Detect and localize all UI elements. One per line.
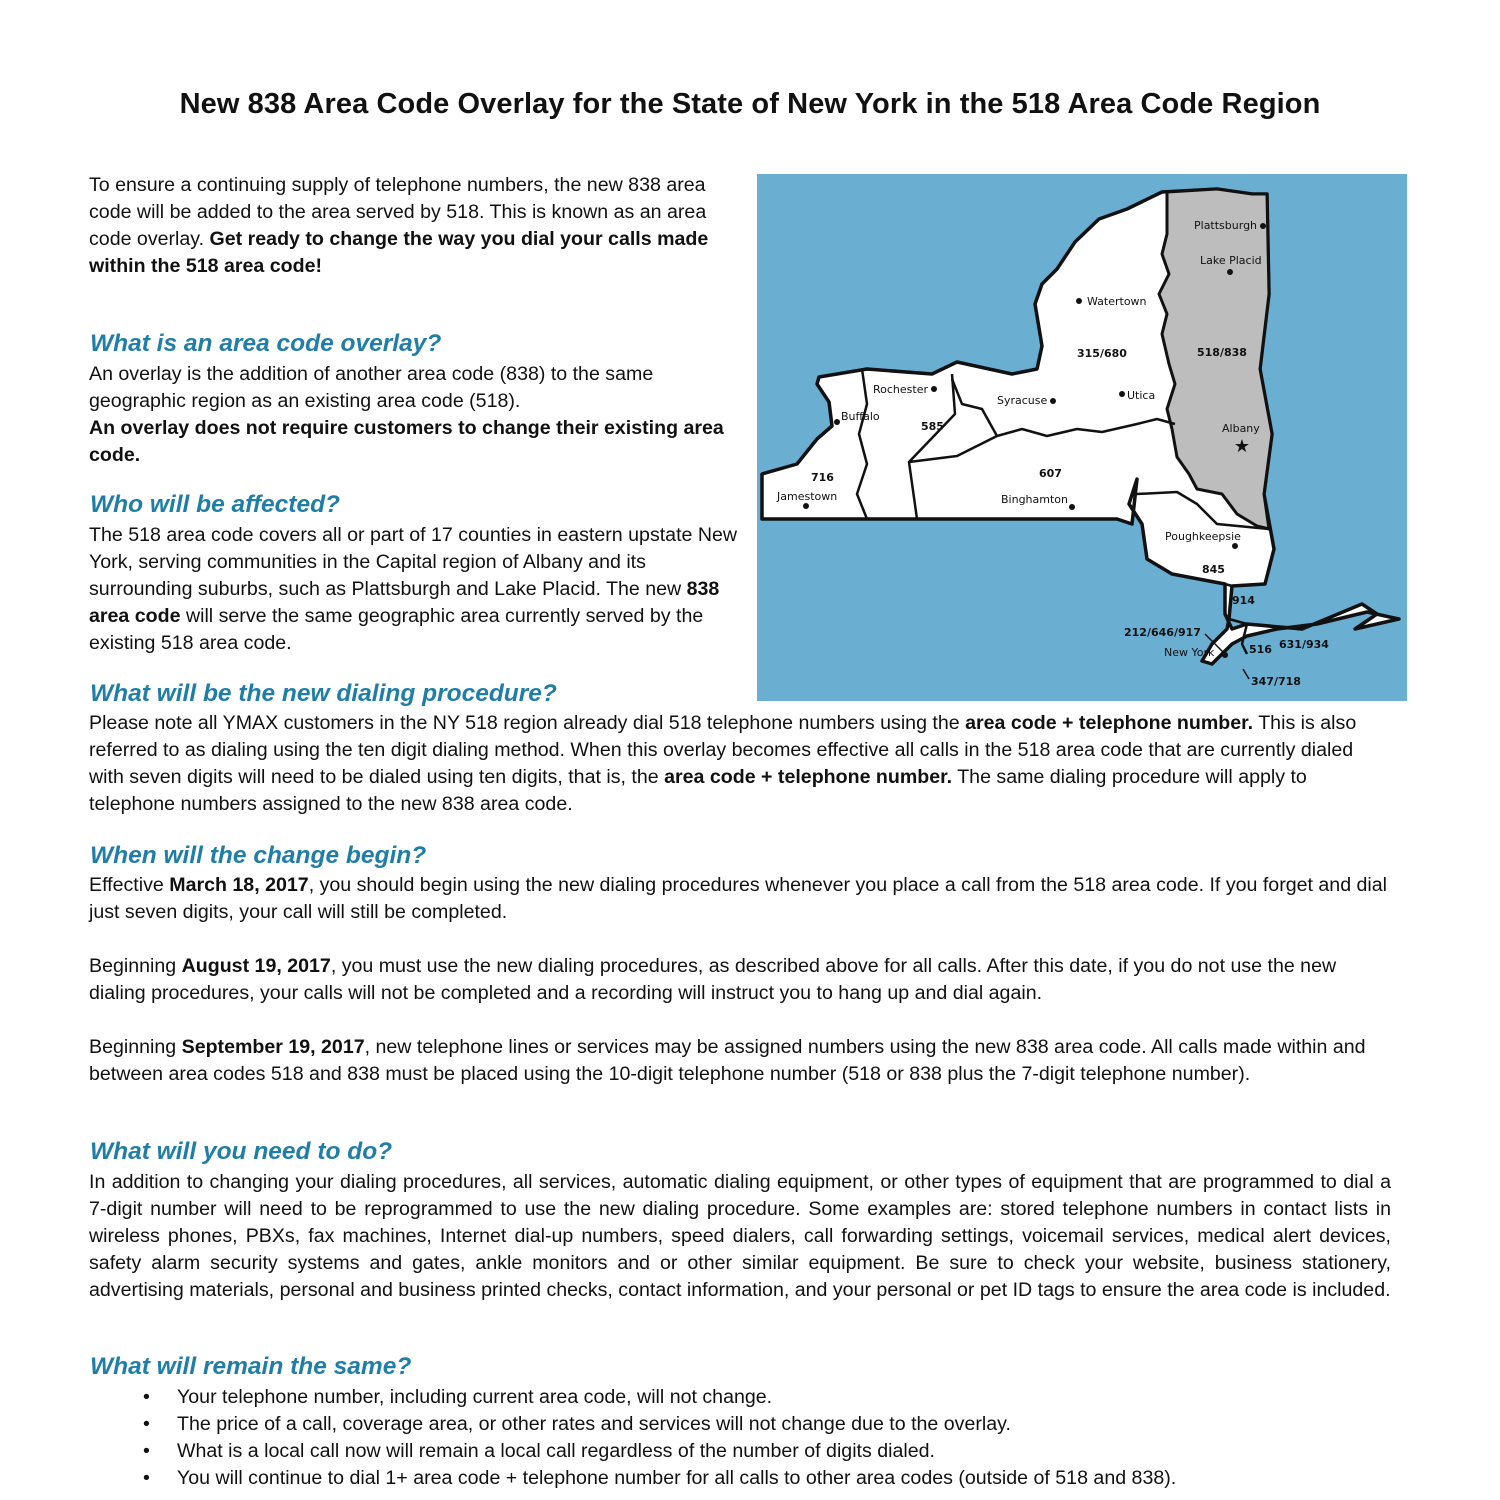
affected-text-a: The 518 area code covers all or part of 17 counties in eastern upstate New York, serving communities in the Capital region of Albany and its surrounding suburbs, such as Plattsburgh and Lake Placid. The new — [89, 524, 738, 600]
dot-syracuse — [1050, 398, 1056, 404]
heading-change: When will the change begin? — [90, 842, 427, 869]
dot-watertown — [1076, 298, 1082, 304]
change-p1-post: , you should begin using the new dialing procedures whenever you place a call from the 518 area code. If you forget and dial just seven digits, your call will still be completed. — [89, 874, 1388, 923]
overlay-text: An overlay is the addition of another area code (838) to the same geographic region as an existing area code (518). — [89, 363, 654, 412]
intro-bold-text: Get ready to change the way you dial your calls made within the 518 area code! — [89, 228, 709, 277]
dot-plattsburgh — [1260, 223, 1266, 229]
code-631: 631/934 — [1279, 638, 1329, 651]
dot-buffalo — [834, 419, 840, 425]
label-binghamton: Binghamton — [1001, 493, 1068, 506]
dot-poughkeepsie — [1232, 543, 1238, 549]
bullet-dot: • — [143, 1413, 150, 1435]
intro-paragraph — [89, 172, 749, 280]
list-item-text: You will continue to dial 1+ area code + telephone number for all calls to other area codes (outside of 518 and 838). — [177, 1467, 1177, 1489]
label-poughkeepsie: Poughkeepsie — [1165, 530, 1241, 543]
dot-lake-placid — [1227, 269, 1233, 275]
area-code-map — [757, 174, 1407, 701]
label-lake-placid: Lake Placid — [1200, 254, 1262, 267]
code-716: 716 — [811, 471, 834, 484]
change-paragraph-3 — [89, 1034, 1391, 1088]
affected-paragraph — [89, 522, 749, 657]
overlay-bold-text: An overlay does not require customers to change their existing area code. — [89, 417, 724, 466]
dot-utica — [1119, 391, 1125, 397]
label-jamestown: Jamestown — [777, 490, 838, 503]
heading-procedure: What will be the new dialing procedure? — [90, 680, 557, 707]
label-new-york: New York — [1164, 646, 1215, 659]
code-315: 315/680 — [1077, 347, 1127, 360]
label-watertown: Watertown — [1087, 295, 1147, 308]
code-212: 212/646/917 — [1124, 626, 1201, 639]
list-item — [89, 1438, 1409, 1465]
procedure-paragraph — [89, 710, 1391, 818]
dot-binghamton — [1069, 504, 1075, 510]
dot-rochester — [931, 386, 937, 392]
bullet-dot: • — [143, 1386, 150, 1408]
heading-overlay: What is an area code overlay? — [90, 330, 442, 357]
procedure-text-1: Please note all YMAX customers in the NY 518 region already dial 518 telephone numbers using the — [89, 712, 960, 734]
affected-bold-text: 838 area code — [89, 578, 720, 627]
code-607: 607 — [1039, 467, 1062, 480]
page-title: New 838 Area Code Overlay for the State of New York in the 518 Area Code Region — [179, 88, 1321, 120]
affected-text-b: will serve the same geographic area currently served by the existing 518 area code. — [89, 605, 704, 654]
procedure-text-2: This is also referred to as dialing using the ten digit dialing method. When this overlay becomes effective all calls in the 518 area code that are currently dialed with seven digits will need to be dialed using ten digits, that is, the — [89, 712, 1357, 788]
list-item — [89, 1411, 1409, 1438]
label-buffalo: Buffalo — [841, 410, 880, 423]
label-rochester: Rochester — [873, 383, 928, 396]
label-utica: Utica — [1127, 389, 1156, 402]
change-paragraph-2 — [89, 953, 1391, 1007]
change-p2-pre: Beginning — [89, 955, 177, 977]
code-585: 585 — [921, 420, 944, 433]
procedure-text-3: The same dialing procedure will apply to telephone numbers assigned to the new 838 area code. — [89, 766, 1307, 815]
label-syracuse: Syracuse — [997, 394, 1048, 407]
todo-paragraph: In addition to changing your dialing procedures, all services, automatic dialing equipment, or other types of equipment that are programmed to dial a 7-digit number will need to be reprogrammed to use the new dialing procedure. Some examples are: stored telephone numbers in contact lists in wireless phones, PBXs, fax machines, Internet dial-up numbers, speed dialers, call forwarding settings, voicemail services, medical alert devices, safety alarm security systems and gates, ankle monitors and or other similar equipment. Be sure to check your website, business stationery, advertising materials, personal and business printed checks, contact information, and your personal or pet ID tags to ensure the area code is included. — [89, 1171, 1391, 1301]
code-516: 516 — [1249, 643, 1272, 656]
change-p1-date: March 18, 2017 — [169, 874, 309, 896]
list-item-text: The price of a call, coverage area, or other rates and services will not change due to the overlay. — [177, 1413, 1011, 1435]
dot-new-york — [1222, 652, 1228, 658]
procedure-bold-2: area code + telephone number. — [664, 766, 953, 788]
overlay-paragraph — [89, 361, 749, 469]
star-icon: ★ — [1233, 436, 1251, 456]
code-845: 845 — [1202, 563, 1225, 576]
label-plattsburgh: Plattsburgh — [1194, 219, 1258, 232]
map-svg — [757, 174, 1407, 701]
bullet-dot: • — [143, 1440, 150, 1462]
intro-text: To ensure a continuing supply of telephone numbers, the new 838 area code will be added to the area served by 518. This is known as an area code overlay. — [89, 174, 707, 250]
heading-todo: What will you need to do? — [90, 1138, 393, 1165]
code-518: 518/838 — [1197, 346, 1247, 359]
code-347: 347/718 — [1251, 675, 1301, 688]
list-item — [89, 1465, 1409, 1492]
procedure-bold-1: area code + telephone number. — [965, 712, 1254, 734]
change-p3-post: , new telephone lines or services may be assigned numbers using the new 838 area code. All calls made within and between area codes 518 and 838 must be placed using the 10-digit telephone number (518 or 838 plus the 7-digit telephone number). — [89, 1036, 1366, 1085]
change-p3-pre: Beginning — [89, 1036, 177, 1058]
same-list — [89, 1384, 1409, 1492]
change-paragraph-1 — [89, 872, 1391, 926]
change-p1-pre: Effective — [89, 874, 164, 896]
list-item-text: Your telephone number, including current area code, will not change. — [177, 1386, 773, 1408]
dot-jamestown — [803, 503, 809, 509]
bullet-dot: • — [143, 1467, 150, 1489]
label-albany: Albany — [1222, 422, 1260, 435]
change-p2-post: , you must use the new dialing procedures, as described above for all calls. After this date, if you do not use the new dialing procedures, your calls will not be completed and a recording will instruct you to hang up and dial again. — [89, 955, 1337, 1004]
heading-same: What will remain the same? — [90, 1353, 412, 1380]
change-p2-date: August 19, 2017 — [181, 955, 331, 977]
code-914: 914 — [1232, 594, 1255, 607]
list-item — [89, 1384, 1409, 1411]
list-item-text: What is a local call now will remain a local call regardless of the number of digits dialed. — [177, 1440, 935, 1462]
change-p3-date: September 19, 2017 — [181, 1036, 365, 1058]
heading-affected: Who will be affected? — [90, 491, 341, 518]
